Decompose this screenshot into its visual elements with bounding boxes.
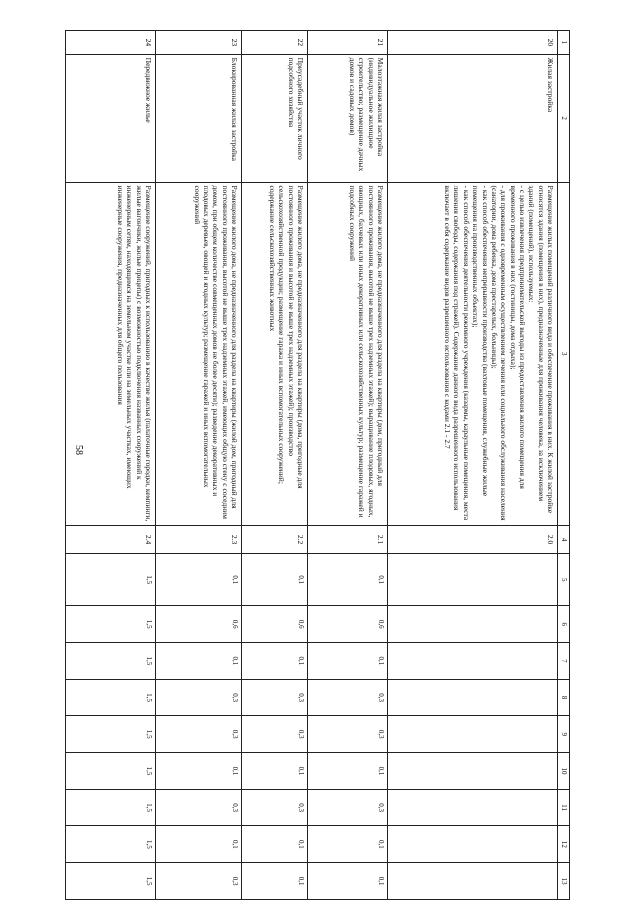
value-cell: 1,5 bbox=[66, 716, 156, 753]
land-use-code: 2.3 bbox=[156, 525, 242, 553]
value-cell: 0,6 bbox=[156, 606, 242, 643]
land-use-description bbox=[308, 182, 388, 525]
land-use-name: Передвижное жилье bbox=[66, 54, 156, 182]
table-row bbox=[308, 31, 388, 900]
land-use-name: Приусадебный участок личного подсобного хозяйства bbox=[242, 54, 308, 182]
table-row bbox=[66, 31, 156, 900]
value-cell: 1,5 bbox=[66, 606, 156, 643]
row-number: 21 bbox=[308, 31, 388, 55]
value-cell: 1,5 bbox=[66, 554, 156, 606]
page-number: 58 bbox=[73, 445, 84, 455]
column-header: 5 bbox=[558, 554, 570, 606]
column-header: 8 bbox=[558, 679, 570, 716]
row-number: 24 bbox=[66, 31, 156, 55]
description-paragraph: Размещение жилого дома, не предназначенного для раздела на квартиры (жилой дом, пригодный для постоянного проживания, высотой не выше трех надземных этажей, имеющих общую стену с соседним домом, при общем количестве совмещенных домов не более десяти); разведение декоративных и плодовых деревьев, овощей и ягодных культур; размещение гаражей и иных вспомогательных сооружений bbox=[192, 185, 240, 520]
value-cell bbox=[388, 863, 558, 900]
column-header: 9 bbox=[558, 716, 570, 753]
land-use-description bbox=[156, 182, 242, 525]
description-paragraph: - для проживания с одновременным осуществлением лечения или социального обслуживания населения (санатории, дома ребенка, дома престарелых, больницы); bbox=[490, 185, 509, 521]
land-use-description bbox=[388, 182, 558, 525]
land-use-code: 2.2 bbox=[242, 525, 308, 553]
value-cell: 1,5 bbox=[66, 863, 156, 900]
value-cell bbox=[388, 554, 558, 606]
value-cell: 0,3 bbox=[156, 716, 242, 753]
value-cell: 0,1 bbox=[308, 826, 388, 863]
value-cell: 0,1 bbox=[156, 554, 242, 606]
value-cell bbox=[388, 753, 558, 790]
value-cell bbox=[388, 826, 558, 863]
value-cell: 0,1 bbox=[308, 753, 388, 790]
value-cell: 0,3 bbox=[308, 679, 388, 716]
value-cell bbox=[388, 643, 558, 680]
land-use-code: 2.4 bbox=[66, 525, 156, 553]
value-cell: 0,1 bbox=[242, 643, 308, 680]
value-cell: 1,5 bbox=[66, 789, 156, 826]
land-use-name: Жилая застройка bbox=[388, 54, 558, 182]
row-number: 20 bbox=[388, 31, 558, 55]
value-cell: 0,1 bbox=[156, 753, 242, 790]
value-cell: 0,3 bbox=[156, 789, 242, 826]
land-use-code: 2.0 bbox=[388, 525, 558, 553]
value-cell bbox=[388, 679, 558, 716]
value-cell bbox=[388, 716, 558, 753]
column-header: 2 bbox=[558, 54, 570, 182]
value-cell: 0,6 bbox=[242, 606, 308, 643]
table-row bbox=[388, 31, 558, 900]
land-use-name: Малоэтажная жилая застройка (индивидуальное жилищное строительство; размещение дачных домов и садовых домов) bbox=[308, 54, 388, 182]
description-paragraph: Размещение жилых помещений различного вида и обеспечение проживания в них. К жилой застройке относятся здания (помещения в них), предназначенные для проживания человека, за исключением зданий (помещений), используемых: bbox=[527, 185, 556, 514]
value-cell: 0,6 bbox=[308, 606, 388, 643]
value-cell: 0,1 bbox=[242, 826, 308, 863]
value-cell: 0,3 bbox=[242, 716, 308, 753]
value-cell: 0,1 bbox=[156, 643, 242, 680]
header-row bbox=[558, 31, 570, 900]
column-header: 10 bbox=[558, 753, 570, 790]
value-cell: 0,1 bbox=[242, 863, 308, 900]
land-use-name: Блокированная жилая застройка bbox=[156, 54, 242, 182]
column-header: 11 bbox=[558, 789, 570, 826]
description-paragraph: Размещение жилого дома, не предназначенного для раздела на квартиры (дома, пригодные для постоянного проживания и высотой не выше трех надземных этажей); производство сельскохозяйственной продукции; размещение гаража и иных вспомогательных сооружений; содержание сельскохозяйственных животных bbox=[268, 185, 306, 489]
column-header: 7 bbox=[558, 643, 570, 680]
land-use-code: 2.1 bbox=[308, 525, 388, 553]
value-cell: 0,1 bbox=[242, 554, 308, 606]
value-cell: 0,1 bbox=[308, 863, 388, 900]
value-cell: 1,5 bbox=[66, 753, 156, 790]
land-use-table bbox=[65, 30, 570, 900]
value-cell: 1,5 bbox=[66, 826, 156, 863]
value-cell: 1,5 bbox=[66, 679, 156, 716]
description-paragraph: Размещение сооружений, пригодных к использованию в качестве жилья (палаточные городки, кемпинги, жилые вагончики, жилые прицепы) с возможностью подключения названных сооружений к инженерным сетям, находящимся на земельном участке или на земельных участках, имеющих инженерные сооружения, предназначенных для общего пользования bbox=[116, 185, 154, 522]
row-number: 23 bbox=[156, 31, 242, 55]
value-cell: 0,1 bbox=[308, 643, 388, 680]
table-row bbox=[242, 31, 308, 900]
table-row bbox=[156, 31, 242, 900]
value-cell: 1,5 bbox=[66, 643, 156, 680]
value-cell bbox=[388, 789, 558, 826]
value-cell: 0,3 bbox=[242, 679, 308, 716]
description-paragraph: - с целью извлечения предпринимательской выгоды из предоставления жилого помещения для временного проживания в них (гостиницы, дома отдыха); bbox=[508, 185, 528, 489]
value-cell: 0,3 bbox=[308, 716, 388, 753]
description-paragraph: - как способ обеспечения деятельности режимного учреждения (казармы, караульные помещения, места лишения свободы, содержания под стражей). Содержание данного вида разрешенного использования включает в себя содержание видов разрешенного использования с кодами 2.1 - 2.7 bbox=[443, 185, 471, 521]
value-cell: 0,1 bbox=[156, 826, 242, 863]
description-paragraph: Размещение жилого дома, не предназначенного для раздела на квартиры (дом, пригодный для постоянного проживания, высотой не выше трех надземных этажей); выращивание плодовых, ягодных, овощных, бахчевых или иных декоративных или сельскохозяйственных культур; размещение гаражей и подсобных сооружений bbox=[348, 185, 386, 518]
value-cell bbox=[388, 606, 558, 643]
value-cell: 0,1 bbox=[308, 554, 388, 606]
row-number: 22 bbox=[242, 31, 308, 55]
description-paragraph: - как способ обеспечения непрерывности производства (вахтовые помещения, служебные жилые помещения на производственных объектах); bbox=[471, 185, 490, 497]
column-header: 1 bbox=[558, 31, 570, 55]
value-cell: 0,1 bbox=[242, 753, 308, 790]
value-cell: 0,3 bbox=[156, 679, 242, 716]
column-header: 13 bbox=[558, 863, 570, 900]
land-use-description bbox=[242, 182, 308, 525]
land-use-description bbox=[66, 182, 156, 525]
value-cell: 0,3 bbox=[308, 789, 388, 826]
value-cell: 0,3 bbox=[242, 789, 308, 826]
rotated-page bbox=[60, 30, 570, 900]
column-header: 4 bbox=[558, 525, 570, 553]
column-header: 6 bbox=[558, 606, 570, 643]
column-header: 12 bbox=[558, 826, 570, 863]
column-header: 3 bbox=[558, 182, 570, 525]
value-cell: 0,3 bbox=[156, 863, 242, 900]
